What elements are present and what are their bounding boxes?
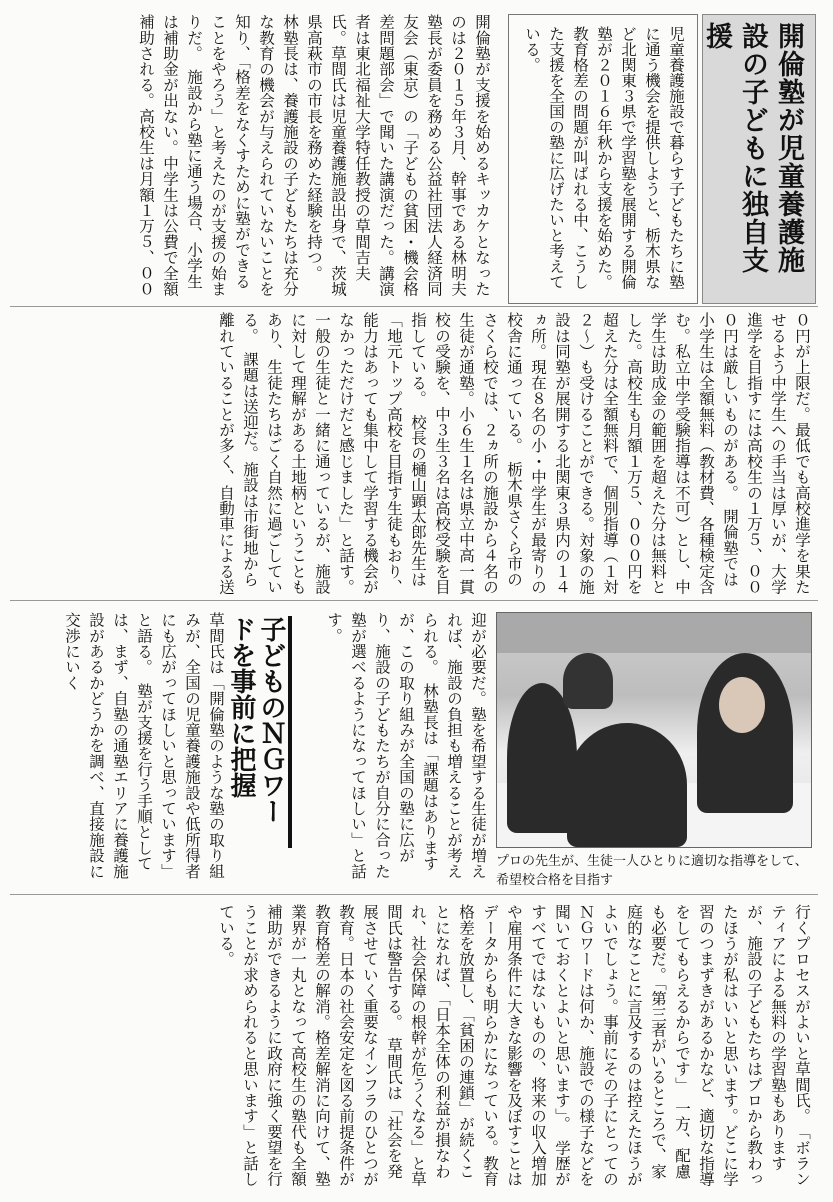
photo-window	[497, 613, 811, 653]
body-text-band3-right: 迎が必要だ。塾を希望する生徒が増えれば、施設の負担も増えることが考えられる。 林塾長は「課題はありますが、この取り組みが全国の塾に広がり、施設の子どもたちが自分に合った塾が選べるようになってほしい」と話す。	[325, 612, 487, 879]
band-divider-2	[10, 600, 818, 601]
body-text-band2: ０円が上限だ。最低でも高校進学を果たせるよう中学生への手当は厚いが、大学進学を目指すには高校生の１万５、０００円は厳しいものがある。 開倫塾では小学生は全額無料（教材費、各種検定含む。私立中学受験指導は不可）とし、中学生は助成金の範囲を超えた分は無料とした。高校生も月額１万５、０００円を超えた分は全額無料で、個別指導（１対２～）も受けることができる。対象の施設は同塾が展開する北関東３県内の１４ヵ所。現在８名の小・中学生が最寄りの校舎に通っている。 栃木県さくら市のさくら校では、２ヵ所の施設から４名の生徒が通塾。小６生１名は県立中高一貫校の受験を、中３生３名は高校受験を目指している。 校長の樋山顕太郎先生は「地元トップ高校を目指す生徒もおり、能力はあっても集中して学習する機会がなかっただけだと感じました」と話す。一般の生徒と一緒に通っているが、施設に対して理解がある土地柄ということもあり、生徒たちはごく自然に過ごしている。 課題は送迎だ。施設は市街地から離れていることが多く、自動車による送	[217, 312, 811, 595]
body-text-band4: 行くプロセスがよいと草間氏。 「ボランティアによる無料の学習塾もありますが、施設の子どもたちはプロから教わったほうが私はいいと思います。どこに学習のつまずきがあるかなど、適切な指導をしてもらえるからです」 一方、配慮も必要だ。「第三者がいるところで、家庭的なことに言及するのは控えたほうがよいでしょう。事前にその子にとってのＮＧワードは何か、施設での様子などを聞いておくとよいと思います」。 学歴がすべてではないものの、将来の収入増加や雇用条件に大きな影響を及ぼすことはデータからも明らかになっている。教育格差を放置し、「貧困の連鎖」が続くことになれば、「日本全体の利益が損なわれ、社会保障の根幹が危うくなる」と草間氏は警告する。 草間氏は「社会を発展させていく重要なインフラのひとつが教育。日本の社会安定を図る前提条件が教育格差の解消。格差解消に向けて、塾業界が一丸となって高校生の塾代も全額補助ができるように政府に強く要望を行うことが求められると思います」と話している。	[217, 904, 811, 1187]
photo-student-3	[563, 653, 613, 709]
section-subhead: 子どものＮＧワードを事前に把握	[236, 616, 292, 848]
body-text-band3-left: 草間氏は「開倫塾のような塾の取り組みが、全国の児童養護施設や低所得者にも広がってほしいと思っています」と語る。 塾が支援を行う手順としては、まず、自塾の通塾エリアに養護施設があるかどうかを調べ、直接施設に交渉にいく	[63, 612, 225, 879]
article-lead: 児童養護施設で暮らす子どもたちに塾に通う機会を提供しようと、栃木県など北関東３県で学習塾を展開する開倫塾が２０１６年秋から支援を始めた。教育格差の問題が叫ばれる中、こうした支援を全国の塾に広げたいと考えている。	[523, 26, 685, 290]
photo-caption: プロの先生が、生徒一人ひとりに適切な指導をして、希望校合格を目指す	[496, 854, 808, 888]
band-divider-1	[10, 306, 818, 307]
body-text-band1: 開倫塾が支援を始めるキッカケとなったのは２０１５年３月、幹事である林明夫塾長が委員を務める公益社団法人経済同友会（東京）の「子どもの貧困・機会格差問題部会」で聞いた講演だった。講演者は東北福祉大学特任教授の草間吉夫氏。草間氏は児童養護施設出身で、茨城県高萩市の市長を務めた経験を持つ。 林塾長は、養護施設の子どもたちは充分な教育の機会が与えられていないことを知り、「格差をなくすために塾ができることをやろう」と考えたのが支援の始まりだ。 施設から塾に通う場合、小学生は補助金が出ない。中学生は公費で全額補助される。高校生は月額１万５、００	[137, 14, 491, 297]
article-photo	[496, 612, 812, 848]
article-title: 開倫塾が児童養護施設の子どもに独自支援	[701, 22, 804, 274]
photo-student-2	[567, 723, 687, 847]
band-divider-3	[10, 894, 818, 895]
photo-teacher-face	[719, 677, 765, 733]
